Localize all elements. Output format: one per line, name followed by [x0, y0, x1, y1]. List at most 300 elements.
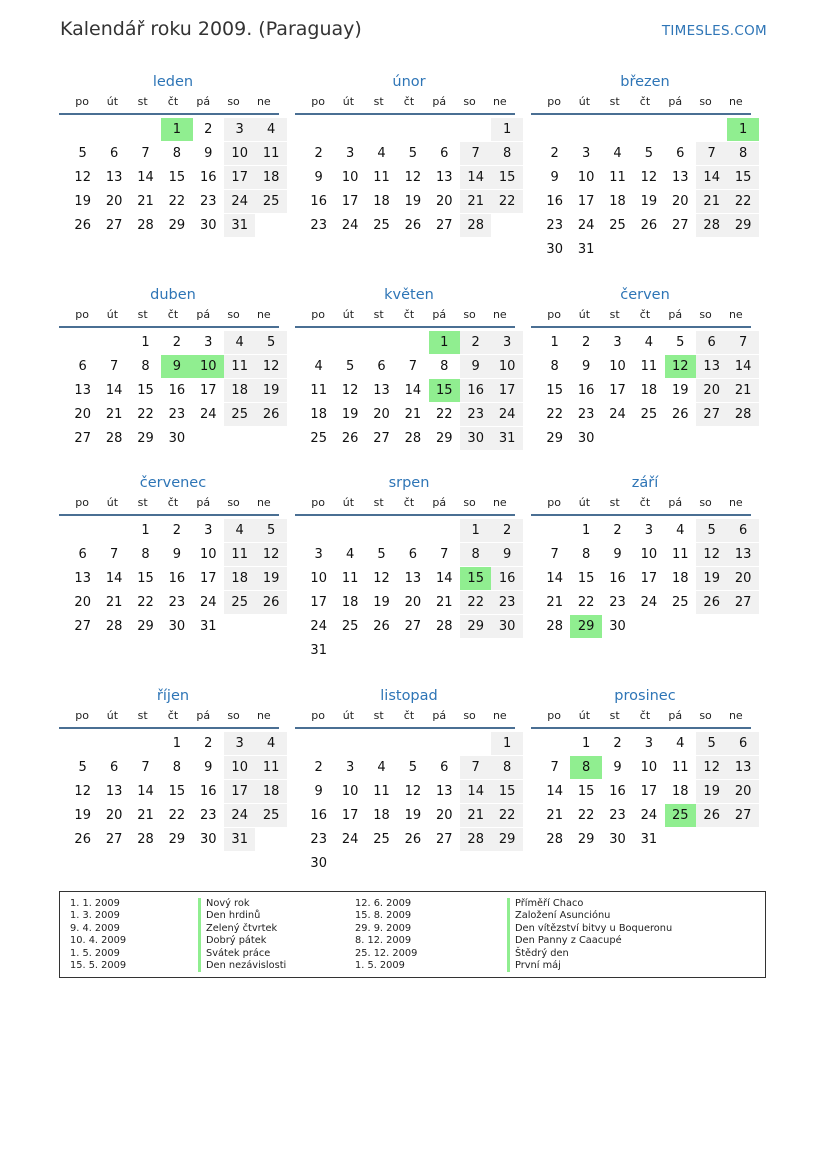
day-cell: 2	[550, 146, 559, 161]
legend-date: 15. 8. 2009	[355, 910, 412, 922]
day-cell: 7	[727, 331, 758, 354]
day-cell: 17	[577, 194, 595, 209]
day-cell: 22	[436, 407, 453, 422]
weekday-label: út	[342, 95, 355, 108]
day-cell: 27	[74, 431, 91, 446]
weekday-label: st	[373, 709, 384, 722]
holiday-day-cell: 1	[429, 331, 460, 354]
day-cell: 15	[577, 784, 595, 799]
legend-date: 8. 12. 2009	[355, 935, 412, 947]
day-cell: 29	[546, 431, 563, 446]
day-cell: 28	[137, 218, 154, 233]
day-cell: 1	[581, 523, 591, 538]
weekday-header	[295, 93, 515, 115]
day-cell: 28	[460, 828, 491, 851]
day-cell: 28	[727, 403, 758, 426]
day-cell: 9	[613, 547, 622, 562]
day-cell: 19	[404, 194, 422, 209]
day-cell: 4	[613, 146, 622, 161]
day-cell: 30	[577, 431, 595, 446]
day-cell: 22	[137, 595, 154, 610]
day-grid	[531, 328, 751, 472]
legend-date: 10. 4. 2009	[70, 935, 127, 947]
day-cell: 26	[74, 218, 91, 233]
day-cell: 10	[341, 784, 359, 799]
month-name: duben	[150, 287, 196, 303]
day-cell: 21	[105, 595, 123, 610]
weekday-label: pá	[432, 496, 447, 509]
day-cell: 23	[310, 832, 327, 847]
day-cell: 6	[696, 331, 727, 354]
day-cell: 18	[255, 166, 286, 189]
day-cell: 4	[224, 519, 255, 542]
weekday-label: pá	[432, 308, 447, 321]
day-cell: 28	[460, 214, 491, 237]
day-cell: 13	[74, 571, 91, 586]
day-cell: 17	[640, 571, 658, 586]
day-cell: 1	[460, 519, 491, 542]
day-cell: 26	[640, 218, 658, 233]
day-cell: 18	[640, 383, 658, 398]
weekday-label: po	[547, 95, 561, 108]
weekday-label: st	[609, 308, 620, 321]
day-cell: 21	[105, 407, 123, 422]
weekday-label: pá	[668, 95, 683, 108]
day-cell: 21	[696, 190, 727, 213]
day-cell: 20	[74, 407, 91, 422]
day-cell: 3	[224, 118, 255, 141]
day-cell: 11	[373, 784, 390, 799]
month-červen	[531, 284, 751, 472]
day-cell: 16	[168, 571, 186, 586]
day-cell: 28	[546, 832, 563, 847]
day-cell: 6	[408, 547, 418, 562]
day-cell: 14	[460, 166, 491, 189]
day-cell: 3	[204, 523, 213, 538]
day-cell: 5	[78, 760, 87, 775]
day-cell: 31	[224, 214, 255, 237]
weekday-label: st	[137, 308, 148, 321]
day-cell: 11	[640, 359, 658, 374]
day-cell: 15	[137, 571, 154, 586]
day-cell: 20	[727, 567, 758, 590]
day-cell: 20	[727, 780, 758, 803]
legend-date: 25. 12. 2009	[355, 947, 418, 959]
day-cell: 3	[345, 760, 355, 775]
day-cell: 23	[546, 218, 563, 233]
day-cell: 12	[696, 543, 727, 566]
day-cell: 23	[168, 595, 186, 610]
day-cell: 12	[74, 170, 91, 185]
day-cell: 3	[644, 736, 654, 751]
day-cell: 19	[640, 194, 658, 209]
weekday-label: út	[578, 496, 591, 509]
weekday-label: st	[609, 496, 620, 509]
weekday-label: so	[463, 308, 476, 321]
holiday-day-cell: 1	[727, 118, 758, 141]
day-cell: 12	[255, 355, 286, 378]
day-cell: 25	[373, 218, 390, 233]
day-cell: 10	[200, 547, 217, 562]
weekday-label: čt	[403, 308, 415, 321]
day-cell: 20	[436, 808, 453, 823]
weekday-label: pá	[668, 709, 683, 722]
day-cell: 2	[204, 736, 213, 751]
day-cell: 2	[491, 519, 522, 542]
day-cell: 24	[577, 218, 595, 233]
day-cell: 19	[255, 379, 286, 402]
day-cell: 5	[345, 359, 355, 374]
day-cell: 25	[310, 431, 327, 446]
day-cell: 21	[436, 595, 453, 610]
month-name: prosinec	[614, 688, 676, 704]
weekday-label: po	[75, 308, 89, 321]
day-cell: 5	[377, 547, 386, 562]
month-name: leden	[152, 74, 194, 90]
day-cell: 10	[609, 359, 626, 374]
day-cell: 16	[546, 194, 563, 209]
day-cell: 23	[200, 808, 217, 823]
legend-holiday-name: Dobrý pátek	[198, 935, 286, 947]
day-cell: 19	[404, 808, 422, 823]
weekday-label: st	[373, 496, 384, 509]
day-cell: 28	[436, 619, 453, 634]
day-cell: 24	[341, 832, 359, 847]
day-cell: 29	[137, 431, 154, 446]
weekday-label: pá	[196, 709, 211, 722]
day-cell: 11	[373, 170, 390, 185]
legend-names-col-1	[198, 898, 286, 972]
day-cell: 7	[141, 760, 150, 775]
day-cell: 25	[609, 218, 626, 233]
day-cell: 18	[672, 571, 689, 586]
day-cell: 11	[255, 142, 286, 165]
day-cell: 10	[224, 142, 255, 165]
month-duben	[59, 284, 279, 472]
day-cell: 16	[168, 383, 186, 398]
weekday-label: ne	[728, 496, 743, 509]
day-cell: 16	[609, 784, 626, 799]
day-cell: 24	[640, 808, 658, 823]
weekday-label: pá	[196, 95, 211, 108]
day-cell: 7	[550, 760, 559, 775]
day-cell: 10	[491, 355, 522, 378]
day-cell: 28	[137, 832, 154, 847]
month-name: únor	[392, 74, 426, 90]
day-cell: 27	[404, 619, 422, 634]
weekday-label: so	[699, 709, 712, 722]
day-cell: 17	[341, 808, 359, 823]
day-cell: 26	[373, 619, 390, 634]
day-cell: 2	[613, 736, 622, 751]
day-cell: 4	[255, 118, 286, 141]
day-cell: 19	[696, 567, 727, 590]
day-cell: 5	[255, 331, 286, 354]
day-cell: 9	[204, 760, 213, 775]
weekday-label: so	[227, 709, 240, 722]
day-cell: 1	[141, 523, 150, 538]
day-cell: 14	[404, 383, 422, 398]
day-cell: 4	[255, 732, 286, 755]
day-cell: 22	[137, 407, 154, 422]
weekday-label: po	[75, 95, 89, 108]
weekday-label: čt	[639, 95, 651, 108]
weekday-label: st	[373, 308, 384, 321]
day-cell: 4	[644, 335, 654, 350]
day-cell: 6	[727, 732, 758, 755]
day-cell: 9	[314, 784, 323, 799]
day-cell: 19	[341, 407, 359, 422]
day-cell: 17	[200, 571, 217, 586]
day-cell: 8	[581, 547, 591, 562]
weekday-header	[295, 707, 515, 729]
weekday-label: po	[311, 308, 325, 321]
month-name: listopad	[380, 688, 438, 704]
day-cell: 20	[404, 595, 422, 610]
holiday-day-cell: 10	[193, 355, 224, 378]
day-cell: 20	[373, 407, 390, 422]
day-cell: 2	[314, 760, 323, 775]
legend-date: 15. 5. 2009	[70, 959, 127, 971]
day-cell: 4	[314, 359, 323, 374]
day-cell: 8	[460, 543, 491, 566]
day-cell: 29	[168, 832, 186, 847]
day-cell: 27	[436, 832, 453, 847]
day-cell: 3	[204, 335, 213, 350]
day-cell: 2	[172, 335, 182, 350]
day-grid	[295, 328, 515, 472]
day-cell: 6	[676, 146, 685, 161]
day-cell: 16	[577, 383, 595, 398]
day-cell: 24	[609, 407, 626, 422]
weekday-label: so	[463, 95, 476, 108]
day-cell: 13	[105, 170, 123, 185]
day-cell: 2	[613, 523, 622, 538]
weekday-label: čt	[403, 95, 415, 108]
day-cell: 8	[141, 359, 150, 374]
day-cell: 26	[404, 832, 422, 847]
day-cell: 24	[341, 218, 359, 233]
day-cell: 6	[109, 760, 119, 775]
weekday-label: so	[227, 308, 240, 321]
day-cell: 28	[105, 619, 123, 634]
weekday-label: so	[699, 95, 712, 108]
weekday-label: pá	[668, 496, 683, 509]
day-cell: 13	[74, 383, 91, 398]
weekday-label: čt	[403, 709, 415, 722]
weekday-label: pá	[432, 709, 447, 722]
holiday-legend	[59, 891, 766, 978]
month-name: červen	[620, 287, 670, 303]
day-cell: 15	[577, 571, 595, 586]
day-cell: 12	[404, 784, 422, 799]
day-cell: 27	[105, 218, 123, 233]
day-cell: 26	[672, 407, 689, 422]
day-cell: 4	[224, 331, 255, 354]
holiday-day-cell: 1	[161, 118, 192, 141]
day-cell: 4	[345, 547, 355, 562]
legend-dates-col-1	[70, 898, 126, 972]
day-cell: 2	[204, 122, 213, 137]
day-grid	[59, 729, 279, 873]
weekday-label: út	[342, 308, 355, 321]
day-grid	[59, 115, 279, 259]
weekday-header	[295, 494, 515, 516]
day-cell: 24	[200, 595, 217, 610]
day-cell: 20	[105, 808, 123, 823]
weekday-label: po	[311, 496, 325, 509]
day-cell: 17	[491, 379, 522, 402]
day-cell: 8	[727, 142, 758, 165]
weekday-label: ne	[256, 496, 271, 509]
day-grid	[59, 516, 279, 660]
day-cell: 24	[310, 619, 327, 634]
day-cell: 28	[404, 431, 422, 446]
day-cell: 15	[727, 166, 758, 189]
weekday-label: po	[75, 709, 89, 722]
weekday-label: pá	[668, 308, 683, 321]
day-cell: 17	[224, 166, 255, 189]
day-cell: 13	[436, 170, 453, 185]
weekday-label: st	[373, 95, 384, 108]
weekday-label: čt	[403, 496, 415, 509]
weekday-label: čt	[639, 709, 651, 722]
day-cell: 23	[609, 595, 626, 610]
weekday-label: ne	[256, 709, 271, 722]
day-cell: 14	[105, 571, 123, 586]
day-cell: 7	[550, 547, 559, 562]
day-cell: 12	[74, 784, 91, 799]
weekday-label: so	[227, 95, 240, 108]
day-cell: 10	[577, 170, 595, 185]
day-cell: 24	[224, 804, 255, 827]
day-cell: 15	[491, 780, 522, 803]
day-cell: 10	[310, 571, 327, 586]
day-cell: 25	[224, 591, 255, 614]
month-srpen	[295, 472, 515, 660]
day-cell: 18	[341, 595, 359, 610]
day-cell: 29	[491, 828, 522, 851]
day-cell: 26	[404, 218, 422, 233]
day-cell: 16	[310, 194, 327, 209]
day-cell: 21	[546, 808, 563, 823]
day-cell: 25	[672, 595, 689, 610]
day-cell: 12	[640, 170, 658, 185]
day-cell: 5	[78, 146, 87, 161]
day-cell: 13	[373, 383, 390, 398]
holiday-day-cell: 9	[161, 355, 192, 378]
day-cell: 13	[696, 355, 727, 378]
day-grid	[531, 516, 751, 660]
day-cell: 9	[204, 146, 213, 161]
day-cell: 2	[314, 146, 323, 161]
weekday-label: ne	[728, 709, 743, 722]
legend-date: 1. 3. 2009	[70, 910, 120, 922]
day-cell: 22	[546, 407, 563, 422]
month-říjen	[59, 685, 279, 873]
day-cell: 14	[460, 780, 491, 803]
weekday-label: čt	[167, 308, 179, 321]
day-cell: 23	[200, 194, 217, 209]
day-cell: 20	[672, 194, 689, 209]
day-cell: 19	[255, 567, 286, 590]
day-cell: 11	[224, 355, 255, 378]
day-cell: 9	[581, 359, 591, 374]
day-cell: 27	[727, 591, 758, 614]
day-cell: 27	[74, 619, 91, 634]
day-cell: 16	[310, 808, 327, 823]
day-cell: 14	[546, 571, 563, 586]
month-name: září	[631, 475, 659, 491]
day-cell: 25	[373, 832, 390, 847]
day-cell: 8	[440, 359, 449, 374]
day-cell: 30	[168, 619, 186, 634]
day-cell: 24	[640, 595, 658, 610]
day-cell: 11	[672, 547, 689, 562]
day-cell: 18	[373, 194, 390, 209]
weekday-header	[531, 707, 751, 729]
weekday-label: po	[547, 496, 561, 509]
day-cell: 6	[78, 547, 87, 562]
legend-holiday-name: Zelený čtvrtek	[198, 923, 286, 935]
day-cell: 30	[491, 615, 522, 638]
legend-holiday-name: Příměří Chaco	[507, 898, 672, 910]
day-cell: 27	[696, 403, 727, 426]
legend-holiday-name: Den nezávislosti	[198, 960, 286, 972]
day-cell: 12	[341, 383, 359, 398]
day-cell: 16	[609, 571, 626, 586]
day-cell: 19	[74, 808, 91, 823]
day-cell: 30	[460, 427, 491, 450]
site-brand-link[interactable]: TIMESLES.COM	[661, 23, 767, 39]
day-cell: 17	[640, 784, 658, 799]
month-listopad	[295, 685, 515, 873]
day-cell: 30	[168, 431, 186, 446]
day-cell: 16	[460, 379, 491, 402]
holiday-day-cell: 25	[665, 804, 696, 827]
day-cell: 9	[172, 547, 182, 562]
holiday-day-cell: 12	[665, 355, 696, 378]
day-cell: 21	[137, 194, 154, 209]
day-cell: 24	[200, 407, 217, 422]
day-cell: 18	[672, 784, 689, 799]
weekday-header	[59, 494, 279, 516]
day-cell: 12	[404, 170, 422, 185]
weekday-label: út	[578, 709, 591, 722]
day-cell: 14	[137, 170, 154, 185]
day-cell: 22	[460, 591, 491, 614]
day-cell: 12	[696, 756, 727, 779]
legend-holiday-name: Den vítězství bitvy u Boqueronu	[507, 923, 672, 935]
day-cell: 1	[141, 335, 150, 350]
day-grid	[295, 729, 515, 873]
weekday-label: ne	[492, 496, 507, 509]
day-cell: 19	[696, 780, 727, 803]
weekday-label: ne	[728, 95, 743, 108]
day-cell: 9	[460, 355, 491, 378]
day-cell: 28	[696, 214, 727, 237]
legend-dates-col-2	[355, 898, 417, 972]
month-name: srpen	[388, 475, 430, 491]
day-cell: 6	[78, 359, 87, 374]
day-cell: 19	[74, 194, 91, 209]
day-cell: 15	[546, 383, 563, 398]
day-cell: 20	[696, 379, 727, 402]
weekday-header	[295, 306, 515, 328]
weekday-header	[59, 707, 279, 729]
day-cell: 31	[491, 427, 522, 450]
day-cell: 12	[255, 543, 286, 566]
